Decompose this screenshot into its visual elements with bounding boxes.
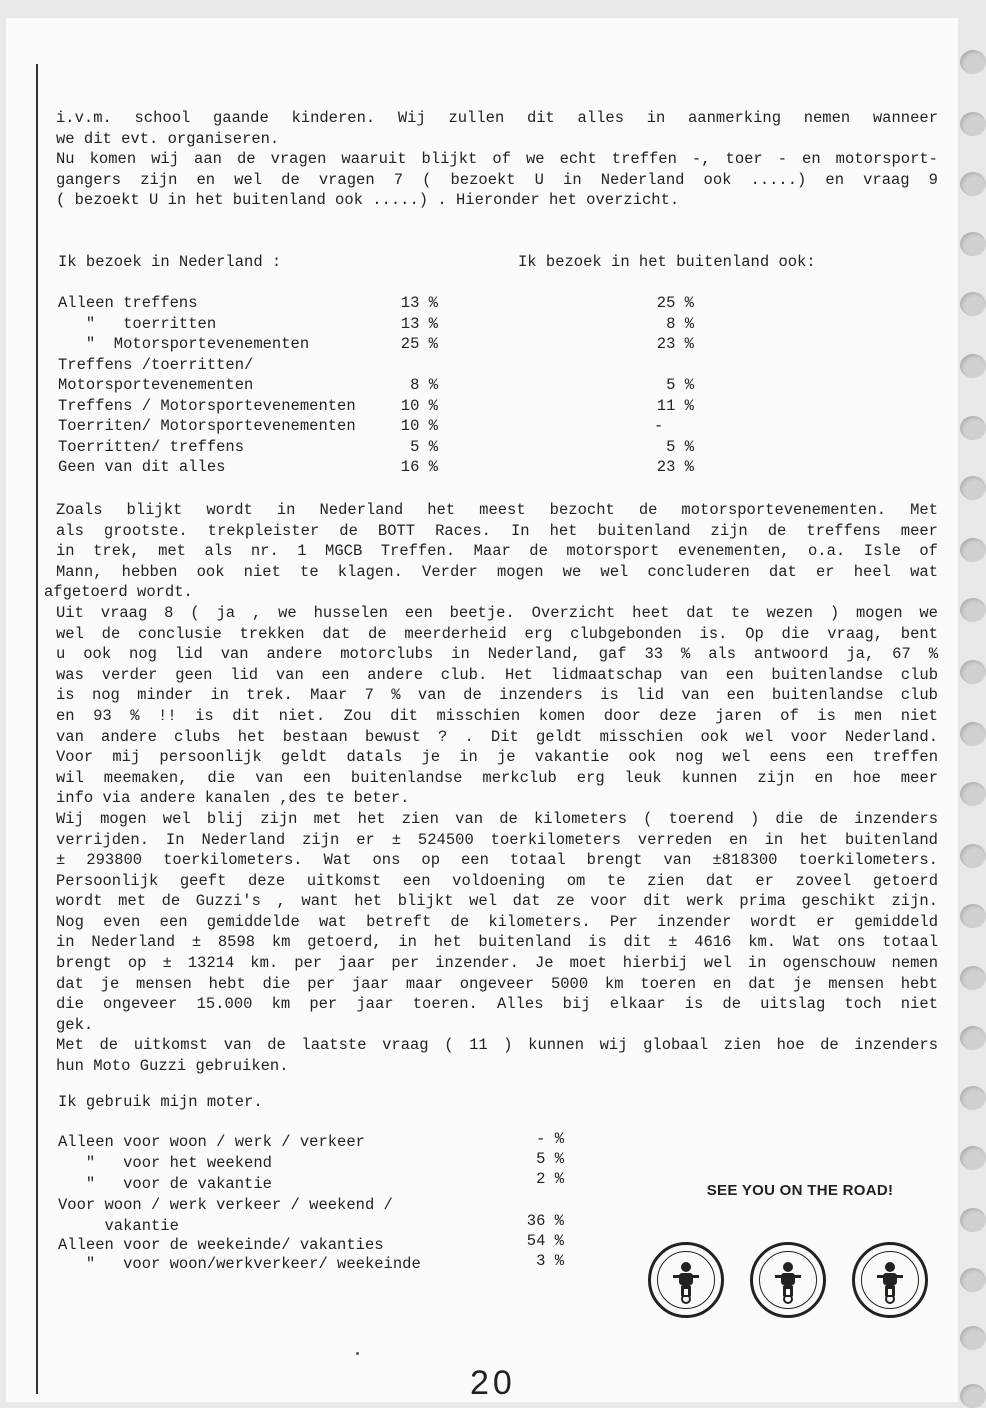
binder-hole <box>960 1268 986 1292</box>
body-line: is nog minder in trek. Maar 7 % van de inzenders is lid van een buitenlandse club <box>56 686 938 705</box>
table1-row-nl: 10 % <box>400 397 438 415</box>
table1-header-nl: Ik bezoek in Nederland : <box>58 253 282 271</box>
body-line: verrijden. In Nederland zijn er ± 524500 toerkilometers verreden en in het buitenland <box>56 830 938 849</box>
body-line: wordt met de Guzzi's , want het blijkt wel dat ze voor dit werk prima geschikt zijn. <box>56 892 938 911</box>
table2-row-label: vakantie <box>58 1217 179 1235</box>
body-line: Wij mogen wel blij zijn met het zien van de kilometers ( toerend ) die de inzenders <box>56 809 938 828</box>
scooter-rider-icon <box>651 1245 721 1315</box>
table2-row-pct: 36 % <box>526 1212 564 1230</box>
body-line: ± 293800 toerkilometers. Wat ons op een totaal brengt van ±818300 toerkilometers. <box>56 851 938 870</box>
table1-row-label: " Motorsportevenementen <box>58 335 310 353</box>
body-line: dat je mensen hebt die per jaar maar ongeveer 5000 km toeren en dat je mensen hebt <box>56 974 938 993</box>
table2-row-label: " voor woon/werkverkeer/ weekeinde <box>58 1255 421 1273</box>
intro-line: i.v.m. school gaande kinderen. Wij zullen dit alles in aanmerking nemen wanneer <box>56 109 938 127</box>
body-line: die ongeveer 15.000 km per jaar toeren. Alles bij elkaar is de uitslag toch niet <box>56 995 938 1014</box>
table1-row-nl: 25 % <box>400 335 438 353</box>
body-line: Voor mij persoonlijk geldt datals je in je vakantie ook nog wel eens een treffen <box>56 748 938 767</box>
body-line: u ook nog lid van andere motorclubs in Nederland, gaf 33 % als antwoord ja, 67 % <box>56 645 938 664</box>
intro-line: Nu komen wij aan de vragen waaruit blijkt of we echt treffen -, toer - en motorsport- <box>56 150 938 169</box>
body-line: Mann, hebben ook niet te klagen. Verder mogen we wel concluderen dat er heel wat <box>56 562 938 581</box>
table1-row-abroad: 11 % <box>656 397 694 415</box>
scooter-badge <box>750 1242 826 1318</box>
table1-row-label: Treffens /toerritten/ <box>58 356 254 374</box>
binder-hole <box>960 354 986 378</box>
table1-row-abroad: - <box>654 417 664 435</box>
body-line: brengt op ± 13214 km. per jaar per inzender. Je moet hierbij wel in ogenschouw nemen <box>56 954 938 973</box>
body-line: Persoonlijk geeft deze uitkomst een voldoening om te zien dat er zoveel getoerd <box>56 871 938 890</box>
binder-hole <box>960 722 986 746</box>
table2-row-pct: - % <box>536 1130 564 1148</box>
body-paragraph <box>44 500 938 1077</box>
table1-row-label: Alleen treffens <box>58 294 198 312</box>
intro-line: ( bezoekt U in het buitenland ook .....) . Hieronder het overzicht. <box>56 191 680 210</box>
binder-hole <box>960 904 986 928</box>
body-line: info via andere kanalen ,des te beter. <box>56 789 410 808</box>
scooter-rider-icon <box>753 1245 823 1315</box>
table2-row-label: " voor de vakantie <box>58 1175 272 1193</box>
pencil-mark <box>356 1352 359 1355</box>
body-line: van andere clubs het bestaan bewust ? . Dit geldt misschien ook wel voor Nederland. <box>56 727 938 746</box>
body-line: Met de uitkomst van de laatste vraag ( 11 ) kunnen wij globaal zien hoe de inzenders <box>56 1036 938 1055</box>
binder-hole <box>960 660 986 684</box>
intro-line: gangers zijn en wel de vragen 7 ( bezoekt U in Nederland ook .....) en vraag 9 <box>56 170 938 189</box>
table2-row-pct: 5 % <box>536 1150 564 1168</box>
body-line: in trek, met als nr. 1 MGCB Treffen. Maar de motorsport evenementen, o.a. Isle of <box>56 542 938 561</box>
body-line: was verder geen lid van een andere club. Het lidmaatschap van een buitenlandse club <box>56 665 938 684</box>
binder-hole <box>960 1384 986 1408</box>
table1-row-label: Geen van dit alles <box>58 458 226 476</box>
table2-row-label: Alleen voor woon / werk / verkeer <box>58 1133 365 1151</box>
binder-hole <box>960 232 986 256</box>
table1-row-nl: 8 % <box>410 376 438 394</box>
binder-hole <box>960 966 986 990</box>
table2-row-pct: 54 % <box>526 1232 564 1250</box>
body-line: afgetoerd wordt. <box>44 583 193 602</box>
slogan: SEE YOU ON THE ROAD! <box>706 1182 894 1199</box>
table1-row-nl: 5 % <box>410 438 438 456</box>
body-line: Nog even een gemiddelde wat betreft de kilometers. Per inzender wordt er gemiddeld <box>56 912 938 931</box>
table1-row-label: Motorsportevenementen <box>58 376 254 394</box>
table1-row-nl: 16 % <box>400 458 438 476</box>
table1-row-abroad: 5 % <box>666 438 694 456</box>
table2-row-label: Voor woon / werk verkeer / weekend / <box>58 1196 393 1214</box>
binder-hole <box>960 416 986 440</box>
binder-holes <box>958 0 986 1402</box>
binder-hole <box>960 476 986 500</box>
table1-row-label: Treffens / Motorsportevenementen <box>58 397 356 415</box>
table1-row-abroad: 23 % <box>656 458 694 476</box>
table2-row-label: Alleen voor de weekeinde/ vakanties <box>58 1236 384 1254</box>
body-line: in Nederland ± 8598 km getoerd, in het buitenland is dit ± 4616 km. Wat ons totaal <box>56 933 938 952</box>
binder-hole <box>960 782 986 806</box>
table1-row-label: Toerriten/ Motorsportevenementen <box>58 417 356 435</box>
body-line: en 93 % !! is dit niet. Zou dit misschien komen door deze jaren of is men niet <box>56 706 938 725</box>
table2-header: Ik gebruik mijn moter. <box>58 1093 263 1111</box>
table2-row-pct: 2 % <box>536 1170 564 1188</box>
binder-hole <box>960 844 986 868</box>
binder-hole <box>960 1086 986 1110</box>
scooter-badge <box>852 1242 928 1318</box>
body-line: gek. <box>56 1015 94 1034</box>
page-number: 20 <box>470 1364 516 1402</box>
table2-row-label: " voor het weekend <box>58 1154 272 1172</box>
intro-paragraph <box>56 108 938 211</box>
body-line: Uit vraag 8 ( ja , we husselen een beetje. Overzicht heet dat te wezen ) mogen we <box>56 603 938 622</box>
table1-row-abroad: 23 % <box>656 335 694 353</box>
binder-hole <box>960 112 986 136</box>
binder-hole <box>960 292 986 316</box>
table1-header-abroad: Ik bezoek in het buitenland ook: <box>518 253 816 271</box>
table1-row-abroad: 5 % <box>666 376 694 394</box>
table1-row-label: " toerritten <box>58 315 217 333</box>
body-line: Zoals blijkt wordt in Nederland het meest bezocht de motorsportevenementen. Met <box>56 501 938 519</box>
table2-row-pct: 3 % <box>536 1252 564 1270</box>
binder-hole <box>960 538 986 562</box>
scooter-rider-icon <box>855 1245 925 1315</box>
scooter-badge <box>648 1242 724 1318</box>
table1-row-nl: 10 % <box>400 417 438 435</box>
body-line: wel de conclusie trekken dat de meerderheid erg clubgebonden is. Op die vraag, bent <box>56 624 938 643</box>
binder-hole <box>960 1208 986 1232</box>
binder-hole <box>960 1026 986 1050</box>
binder-hole <box>960 598 986 622</box>
body-line: als grootste. trekpleister de BOTT Races. In het buitenland zijn de treffens meer <box>56 521 938 540</box>
table1-row-nl: 13 % <box>400 294 438 312</box>
body-line: hun Moto Guzzi gebruiken. <box>56 1057 289 1076</box>
binder-hole <box>960 50 986 74</box>
table1-row-label: Toerritten/ treffens <box>58 438 245 456</box>
intro-line: we dit evt. organiseren. <box>56 129 280 148</box>
margin-line <box>36 64 38 1394</box>
binder-hole <box>960 172 986 196</box>
table1-row-abroad: 25 % <box>656 294 694 312</box>
binder-hole <box>960 1146 986 1170</box>
binder-hole <box>960 1326 986 1350</box>
body-line: wil meemaken, die van een buitenlandse merkclub erg leuk kunnen zijn en hoe meer <box>56 768 938 787</box>
table1-row-abroad: 8 % <box>666 315 694 333</box>
table1-row-nl: 13 % <box>400 315 438 333</box>
